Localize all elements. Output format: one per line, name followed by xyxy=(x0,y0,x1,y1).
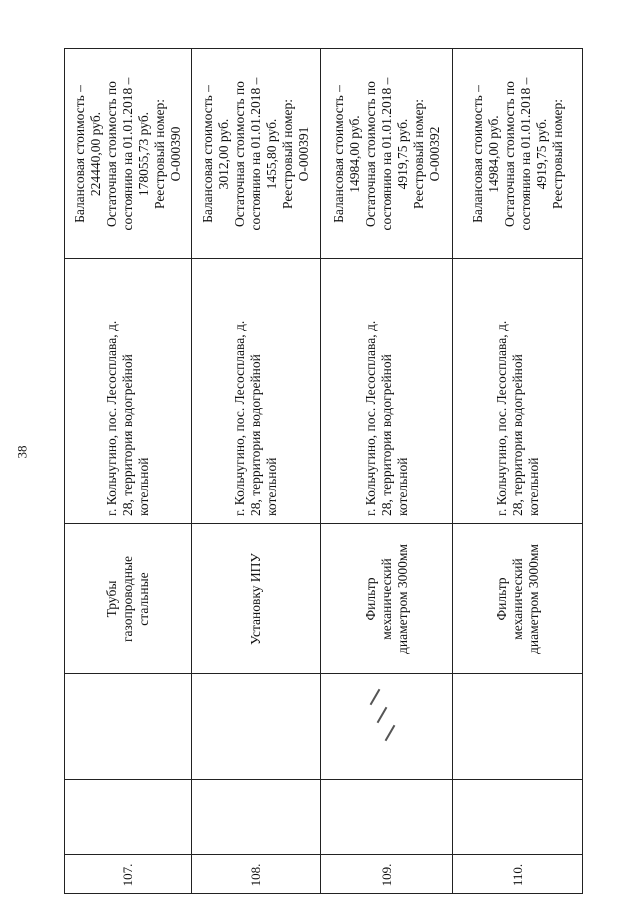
text-line: диаметром 3000мм xyxy=(394,543,410,654)
text-line: газопроводные xyxy=(120,555,135,642)
value-cell-text xyxy=(470,54,566,254)
text-line: г. Кольчугино, пос. Лесосплава, д. xyxy=(104,320,119,516)
table-row xyxy=(65,49,192,893)
text-line: Балансовая стоимость – xyxy=(330,84,346,223)
text-line: г. Кольчугино, пос. Лесосплава, д. xyxy=(493,320,509,516)
text-line: Остаточная стоимость по xyxy=(501,80,517,227)
text-line: Установку ИПУ xyxy=(248,552,263,645)
text-line: О-000392 xyxy=(426,126,442,181)
text-line: Реестровый номер: xyxy=(152,98,167,209)
text-line: Фильтр xyxy=(493,576,509,621)
table-row xyxy=(192,49,321,893)
text-line: 28, территория водогрейной xyxy=(248,354,263,516)
pen-mark xyxy=(377,707,388,724)
name-cell xyxy=(453,523,582,673)
text-line: О-000391 xyxy=(296,126,311,181)
text-line: котельной xyxy=(525,457,541,516)
text-line: Остаточная стоимость по xyxy=(104,80,119,227)
text-line: О-000390 xyxy=(168,126,183,181)
row-number: 109. xyxy=(378,863,394,887)
value-cell xyxy=(192,49,320,258)
address-cell-text xyxy=(104,266,152,516)
text-line: г. Кольчугино, пос. Лесосплава, д. xyxy=(232,320,247,516)
text-line: механический xyxy=(378,557,394,640)
text-line: Трубы xyxy=(104,580,119,617)
text-line: Балансовая стоимость – xyxy=(200,84,215,223)
address-cell-text xyxy=(363,266,411,516)
name-cell xyxy=(65,523,191,673)
text-line: 1455,80 руб. xyxy=(264,118,279,189)
text-line: 224440,00 руб. xyxy=(88,111,103,196)
text-line: котельной xyxy=(264,457,279,516)
name-cell xyxy=(192,523,320,673)
value-cell xyxy=(65,49,191,258)
empty-cell xyxy=(321,673,452,779)
text-line: Остаточная стоимость по xyxy=(362,80,378,227)
text-line: котельной xyxy=(136,457,151,516)
row-number-cell xyxy=(65,854,191,895)
value-cell-text xyxy=(331,54,443,254)
address-cell xyxy=(453,258,582,523)
text-line: Фильтр xyxy=(362,576,378,621)
table-row xyxy=(453,49,582,893)
text-line: Балансовая стоимость – xyxy=(469,84,485,223)
address-cell-text xyxy=(494,266,542,516)
text-line: состоянию на 01.01.2018 – xyxy=(120,77,135,230)
row-number-cell xyxy=(192,854,320,895)
name-cell-text xyxy=(494,529,542,669)
text-line: г. Кольчугино, пос. Лесосплава, д. xyxy=(362,320,378,516)
pen-mark xyxy=(370,689,381,706)
text-line: 28, территория водогрейной xyxy=(120,354,135,516)
text-line: Балансовая стоимость – xyxy=(72,84,87,223)
empty-cell xyxy=(192,673,320,779)
row-number: 107. xyxy=(120,863,135,887)
empty-cell xyxy=(321,779,452,854)
text-line: стальные xyxy=(136,571,151,626)
value-cell xyxy=(453,49,582,258)
pen-mark xyxy=(385,725,396,742)
name-cell-text xyxy=(363,529,411,669)
name-cell xyxy=(321,523,452,673)
empty-cell xyxy=(453,779,582,854)
row-number: 110. xyxy=(509,863,525,887)
text-line: 4919,75 руб. xyxy=(394,118,410,189)
name-cell-text xyxy=(104,529,152,669)
text-line: 14984,00 руб. xyxy=(485,114,501,193)
text-line: котельной xyxy=(394,457,410,516)
name-cell-text xyxy=(248,529,264,669)
text-line: состоянию на 01.01.2018 – xyxy=(517,77,533,230)
row-number-cell xyxy=(453,854,582,895)
text-line: 28, территория водогрейной xyxy=(509,354,525,516)
address-cell-text xyxy=(232,266,280,516)
table-row xyxy=(321,49,453,893)
address-cell xyxy=(65,258,191,523)
empty-cell xyxy=(192,779,320,854)
address-cell xyxy=(321,258,452,523)
value-cell-text xyxy=(72,54,184,254)
text-line: Реестровый номер: xyxy=(549,98,565,209)
text-line: 14984,00 руб. xyxy=(346,114,362,193)
text-line: 28, территория водогрейной xyxy=(378,354,394,516)
empty-cell xyxy=(453,673,582,779)
row-number: 108. xyxy=(248,863,263,887)
value-cell xyxy=(321,49,452,258)
text-line: Реестровый номер: xyxy=(280,98,295,209)
text-line: механический xyxy=(509,557,525,640)
row-number-cell xyxy=(321,854,452,895)
text-line: 178055,73 руб. xyxy=(136,111,151,196)
property-table xyxy=(64,48,583,894)
text-line: состоянию на 01.01.2018 – xyxy=(248,77,263,230)
text-line: Остаточная стоимость по xyxy=(232,80,247,227)
page-number: 38 xyxy=(14,445,30,459)
text-line: 3012,00 руб. xyxy=(216,118,231,189)
text-line: состоянию на 01.01.2018 – xyxy=(378,77,394,230)
empty-cell xyxy=(65,779,191,854)
empty-cell xyxy=(65,673,191,779)
text-line: 4919,75 руб. xyxy=(533,118,549,189)
value-cell-text xyxy=(200,54,312,254)
text-line: диаметром 3000мм xyxy=(525,543,541,654)
address-cell xyxy=(192,258,320,523)
text-line: Реестровый номер: xyxy=(410,98,426,209)
